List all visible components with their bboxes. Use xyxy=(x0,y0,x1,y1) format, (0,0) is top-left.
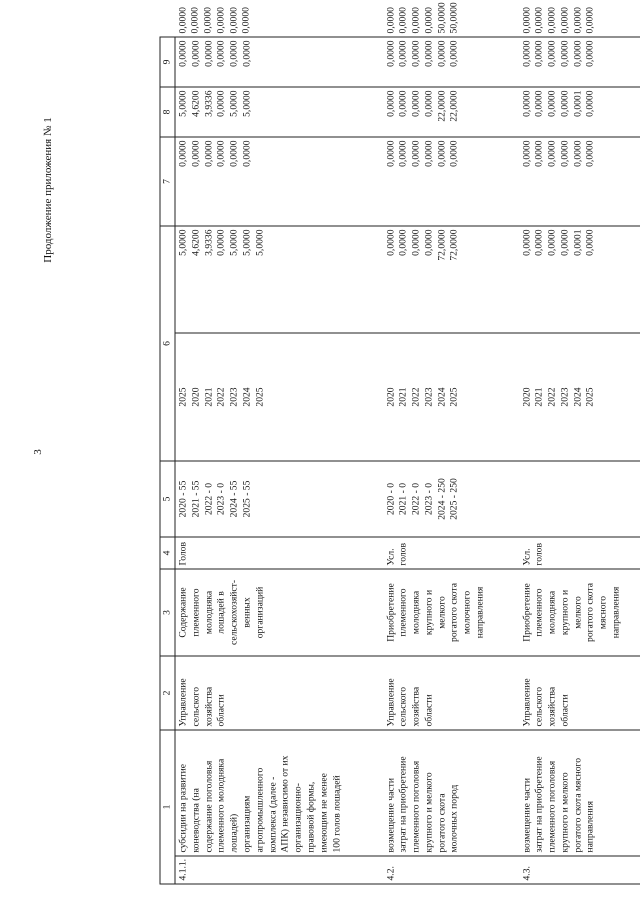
unit-line: Голов xyxy=(177,541,189,566)
funding-col8-line: 22,0000 xyxy=(448,90,460,122)
funding-col8-line: 5,0000 xyxy=(177,90,189,117)
funding-col8-line: 0,0000 xyxy=(559,90,571,117)
header-cell: 8 xyxy=(160,87,175,137)
funding-col9-line: 0,0000 xyxy=(385,40,396,67)
funding-total-line: 72,0000 xyxy=(448,229,460,261)
table-row: 4.2. возмещение части затрат на приобретение племенного поголовья крупного и мелкого рогатого скота молочных пород Управление сельского хозяйства области Приобретение племенного молодняка крупного и мелкого рогатого скота молочного направления Усл. голов 2020 - 0 2021 - 0 2022 - 0 2023 - 0 2024 - 250 2025 - 250 2020 2021 2022 2023 2024 2025 0,0000 0,0000 0,0000 0,0000 72,0000 72,0000 0,0000 0,0000 0,0000 0,0000 0,0000 0,0000 0,0000 0,0000 0,0000 0,0000 22,0000 22,0000 0,0000 0,0000 0,0000 0,0000 0,0000 0,0000 0,0000 0,0000 0,0000 0,0000 50,0000 50,0000 xyxy=(383,37,519,884)
executor xyxy=(175,656,383,730)
indicator-line: направления xyxy=(610,586,622,639)
funding-col8-line: 22,0000 xyxy=(436,90,448,122)
funding-col8 xyxy=(175,87,383,137)
funding-total-line: 0,0000 xyxy=(559,229,571,256)
funding-total-line: 0,0001 xyxy=(572,229,584,256)
funding-col7-line: 0,0000 xyxy=(533,140,545,167)
activity-name-line: молочных пород xyxy=(448,784,460,853)
unit xyxy=(175,537,383,569)
activity-name-line: агропромышленного xyxy=(254,767,266,853)
indicator-line: мелкого xyxy=(436,596,448,629)
funding-total-line: 3,9336 xyxy=(203,229,215,256)
years-line: 2025 xyxy=(254,387,266,407)
header-cell: 6 xyxy=(160,226,175,461)
indicator-line: молодняка xyxy=(410,590,422,635)
indicator-line: Приобретение xyxy=(521,583,532,642)
activity-name-line: лошадей) xyxy=(228,813,240,853)
activity-name-line: затрат на приобретение xyxy=(397,756,409,853)
indicator-line: Содержание xyxy=(177,587,189,638)
funding-col7-line: 0,0000 xyxy=(215,140,227,167)
executor-line: хозяйства xyxy=(203,686,215,727)
indicator-line: племенного xyxy=(533,588,545,637)
target-values-line: 2025 - 250 xyxy=(448,478,460,520)
funding-col9 xyxy=(383,37,519,87)
activity-name-line: племенного поголовья xyxy=(546,760,558,853)
funding-col7 xyxy=(175,137,383,226)
activity-name-line: комплекса (далее - xyxy=(267,776,279,853)
header-cell: 1 xyxy=(160,730,175,884)
years xyxy=(519,333,640,461)
funding-col9-line: 0,0000 xyxy=(215,40,227,67)
funding-col8-line: 0,0000 xyxy=(385,90,396,117)
running-head: Продолжение приложения № 1 xyxy=(42,117,54,263)
funding-col9-line: 0,0000 xyxy=(448,40,460,67)
indicator-line: крупного и xyxy=(559,589,571,636)
funding-col9-line: 0,0000 xyxy=(410,40,422,67)
funding-col8-line: 5,0000 xyxy=(241,90,253,117)
unit-line: голов xyxy=(397,543,409,566)
funding-total-line: 0,0000 xyxy=(546,229,558,256)
executor-line: сельского xyxy=(397,686,409,727)
years-line: 2023 xyxy=(559,387,571,407)
indicator-line: племенного xyxy=(190,588,202,637)
header-row xyxy=(160,37,175,884)
executor-line: сельского xyxy=(190,686,202,727)
activity-name-line: крупного и мелкого xyxy=(423,772,435,853)
funding-col7-line: 0,0000 xyxy=(410,140,422,167)
funding-col7 xyxy=(383,137,519,226)
funding-col9-line: 0,0000 xyxy=(546,40,558,67)
activity-name-line: рогатого скота xyxy=(436,793,448,853)
funding-col7-line: 0,0000 xyxy=(448,140,460,167)
activity-name-line: направления xyxy=(584,800,596,853)
unit-line: Усл. xyxy=(521,548,532,566)
funding-col8-line: 4,6200 xyxy=(190,90,202,117)
funding-col8-line: 0,0000 xyxy=(397,90,409,117)
funding-total-line: 5,0000 xyxy=(254,229,266,256)
target-values xyxy=(175,461,383,537)
target-values-line: 2023 - 0 xyxy=(423,483,435,515)
executor-line: области xyxy=(559,694,571,727)
target-values-line: 2021 - 55 xyxy=(190,480,202,518)
years-line: 2022 xyxy=(215,387,227,407)
indicator-line: организаций xyxy=(254,586,266,639)
row-number: 4.3. xyxy=(519,856,640,884)
years-line: 2025 xyxy=(448,387,460,407)
activity-name-line: племенного поголовья xyxy=(410,760,422,853)
years-line: 2021 xyxy=(203,387,215,407)
funding-total xyxy=(383,226,519,333)
years-line: 2024 xyxy=(572,387,584,407)
funding-col7 xyxy=(519,137,640,226)
header-cell: 3 xyxy=(160,569,175,656)
years-line: 2021 xyxy=(533,387,545,407)
funding-col7-line: 0,0000 xyxy=(177,140,189,167)
target-values-line: 2024 - 250 xyxy=(436,478,448,520)
activity-name xyxy=(519,730,640,856)
target-values-line: 2020 - 0 xyxy=(385,483,396,515)
funding-col8-line: 0,0000 xyxy=(533,90,545,117)
years-line: 2020 xyxy=(385,387,396,407)
activity-name-line: затрат на приобретение xyxy=(533,756,545,853)
funding-col9-line: 0,0000 xyxy=(584,40,596,67)
indicator-line: лошадей в xyxy=(215,591,227,634)
indicator-line: направления xyxy=(474,586,486,639)
target-values-line: 2025 - 55 xyxy=(241,480,253,518)
funding-col7-line: 0,0000 xyxy=(521,140,532,167)
funding-col7-line: 0,0000 xyxy=(436,140,448,167)
executor-line: области xyxy=(423,694,435,727)
executor-line: Управление xyxy=(177,678,189,727)
funding-col7-line: 0,0000 xyxy=(559,140,571,167)
target-values xyxy=(383,461,519,537)
executor xyxy=(383,656,519,730)
table-row: 4.3. возмещение части затрат на приобретение племенного поголовья крупного и мелкого рогатого скота мясного направления Управление сельского хозяйства области Приобретение племенного молодняка крупного и мелкого рогатого скота мясного направления Усл. голов 2020 2021 2022 2023 2024 2025 0,0000 0,0000 0,0000 0,0000 0,0001 0,0000 0,0000 0,0000 0,0000 0,0000 0,0000 0,0000 0,0000 0,0000 0,0000 0,0000 0,0001 0,0000 0,0000 0,0000 0,0000 0,0000 0,0000 0,0000 0,0000 0,0000 0,0000 0,0000 0,0000 0,0000 xyxy=(519,37,640,884)
funding-col9 xyxy=(519,37,640,87)
indicator-line: молодняка xyxy=(203,590,215,635)
indicator xyxy=(383,569,519,656)
header-cell: 9 xyxy=(160,37,175,87)
executor-line: области xyxy=(215,694,227,727)
unit xyxy=(383,537,519,569)
years-line: 2024 xyxy=(436,387,448,407)
funding-col7-line: 0,0000 xyxy=(546,140,558,167)
funding-col9-line: 0,0000 xyxy=(436,40,448,67)
indicator-line: крупного и xyxy=(423,589,435,636)
funding-col7-line: 0,0000 xyxy=(397,140,409,167)
activity-name-line: содержание поголовья xyxy=(203,760,215,853)
unit-line: голов xyxy=(533,543,545,566)
funding-total-line: 0,0000 xyxy=(397,229,409,256)
activity-name-line: правовой формы, xyxy=(305,781,317,853)
funding-col9-line: 0,0000 xyxy=(521,40,532,67)
years-line: 2024 xyxy=(241,387,253,407)
funding-total-line: 5,0000 xyxy=(241,229,253,256)
page-number: 3 xyxy=(32,449,44,455)
funding-col9-line: 0,0000 xyxy=(241,40,253,67)
funding-total-line: 0,0000 xyxy=(521,229,532,256)
funding-col9-line: 0,0000 xyxy=(228,40,240,67)
executor-line: хозяйства xyxy=(410,686,422,727)
funding-col7-line: 0,0000 xyxy=(584,140,596,167)
years-line: 2025 xyxy=(584,387,596,407)
funding-col8 xyxy=(519,87,640,137)
years-line: 2021 xyxy=(397,387,409,407)
funding-total-line: 5,0000 xyxy=(228,229,240,256)
indicator-line: Приобретение xyxy=(385,583,396,642)
activity-name-line: племенного молодняка xyxy=(215,758,227,853)
activity-name-line: имеющим не менее xyxy=(318,773,330,853)
indicator xyxy=(175,569,383,656)
funding-col8-line: 0,0000 xyxy=(410,90,422,117)
unit-line: Усл. xyxy=(385,548,396,566)
funding-col9-line: 0,0000 xyxy=(533,40,545,67)
funding-col8 xyxy=(383,87,519,137)
funding-col9-line: 0,0000 xyxy=(397,40,409,67)
funding-col8-line: 0,0000 xyxy=(546,90,558,117)
funding-total-line: 0,0000 xyxy=(385,229,396,256)
funding-col8-line: 0,0000 xyxy=(215,90,227,117)
funding-col8-line: 3,9336 xyxy=(203,90,215,117)
activity-name-line: возмещение части xyxy=(521,778,532,853)
years-line: 2022 xyxy=(410,387,422,407)
activity-name-line: субсидии на развитие xyxy=(177,763,189,853)
row-number: 4.2. xyxy=(383,856,519,884)
indicator-line: мелкого xyxy=(572,596,584,629)
target-values-line: 2020 - 55 xyxy=(177,480,189,518)
funding-total-line: 0,0000 xyxy=(533,229,545,256)
target-values-line: 2024 - 55 xyxy=(228,480,240,518)
funding-col9-line: 0,0000 xyxy=(203,40,215,67)
header-cell: 2 xyxy=(160,656,175,730)
years-line: 2023 xyxy=(423,387,435,407)
table-row: 4.1.1. субсидии на развитие коневодства (на содержание поголовья племенного молодняка лошадей) организациям агропромышленного комплекса (далее - АПК) независимо от их организационно- правовой формы, имеющим не менее 100 голов лошадей Управление сельского хозяйства области Содержание племенного молодняка лошадей в сельскохозяйст- венных организаций Голов 2020 - 55 2021 - 55 2022 - 0 2023 - 0 2024 - 55 2025 - 55 2025 2020 2021 2022 2023 2024 2025 5,0000 4,6200 3,9336 0,0000 5,0000 5,0000 5,0000 0,0000 0,0000 0,0000 0,0000 0,0000 0,0000 5,0000 4,6200 3,9336 0,0000 5,0000 5,0000 0,0000 0,0000 0,0000 0,0000 0,0000 0,0000 0,0000 0,0000 0,0000 0,0000 0,0000 0,0000 xyxy=(175,37,383,884)
activity-name xyxy=(175,730,383,856)
funding-col8-line: 0,0000 xyxy=(423,90,435,117)
years-line: 2022 xyxy=(546,387,558,407)
indicator-line: молодняка xyxy=(546,590,558,635)
funding-col8-line: 0,0001 xyxy=(572,90,584,117)
funding-total-line: 0,0000 xyxy=(423,229,435,256)
funding-total-line: 72,0000 xyxy=(436,229,448,261)
target-values-line: 2021 - 0 xyxy=(397,483,409,515)
funding-col9-line: 0,0000 xyxy=(559,40,571,67)
activity-name-line: коневодства (на xyxy=(190,788,202,853)
funding-total-line: 4,6200 xyxy=(190,229,202,256)
funding-total-line: 0,0000 xyxy=(410,229,422,256)
budget-table xyxy=(160,2,640,884)
activity-name-line: рогатого скота мясного xyxy=(572,757,584,853)
activity-name-line: крупного и мелкого xyxy=(559,772,571,853)
target-values-line: 2022 - 0 xyxy=(410,483,422,515)
years-line: 2025 xyxy=(177,387,189,407)
unit xyxy=(519,537,640,569)
funding-total-line: 0,0000 xyxy=(584,229,596,256)
years-line: 2020 xyxy=(190,387,202,407)
target-values-line: 2022 - 0 xyxy=(203,483,215,515)
funding-total-line: 5,0000 xyxy=(177,229,189,256)
funding-col8-line: 5,0000 xyxy=(228,90,240,117)
funding-col7-line: 0,0000 xyxy=(228,140,240,167)
header-cell: 5 xyxy=(160,461,175,537)
funding-col9-line: 0,0000 xyxy=(190,40,202,67)
funding-total xyxy=(519,226,640,333)
years xyxy=(175,333,383,461)
indicator-line: рогатого скота xyxy=(584,583,596,642)
target-values xyxy=(519,461,640,537)
indicator-line: племенного xyxy=(397,588,409,637)
executor-line: Управление xyxy=(385,678,396,727)
header-cell: 4 xyxy=(160,537,175,569)
activity-name-line: 100 голов лошадей xyxy=(331,775,343,853)
activity-name-line: организациям xyxy=(241,795,253,853)
indicator-line: молочного xyxy=(461,590,473,635)
funding-col7-line: 0,0000 xyxy=(203,140,215,167)
funding-col9-line: 0,0000 xyxy=(423,40,435,67)
funding-col8-line: 0,0000 xyxy=(521,90,532,117)
indicator-line: мясного xyxy=(597,595,609,630)
years-line: 2020 xyxy=(521,387,532,407)
funding-col7-line: 0,0000 xyxy=(385,140,396,167)
executor-line: сельского xyxy=(533,686,545,727)
executor-line: Управление xyxy=(521,678,532,727)
funding-col7-line: 0,0000 xyxy=(241,140,253,167)
activity-name-line: организационно- xyxy=(292,783,304,853)
funding-col9-line: 0,0000 xyxy=(572,40,584,67)
target-values-line: 2023 - 0 xyxy=(215,483,227,515)
rotated-table-wrapper xyxy=(160,2,640,885)
years xyxy=(383,333,519,461)
row-number: 4.1.1. xyxy=(175,856,383,884)
indicator-line: венных xyxy=(241,597,253,628)
funding-total xyxy=(175,226,383,333)
activity-name xyxy=(383,730,519,856)
funding-col7-line: 0,0000 xyxy=(572,140,584,167)
funding-col9-line: 0,0000 xyxy=(177,40,189,67)
funding-col8-line: 0,0000 xyxy=(584,90,596,117)
funding-col7-line: 0,0000 xyxy=(190,140,202,167)
funding-col7-line: 0,0000 xyxy=(423,140,435,167)
funding-total-line: 0,0000 xyxy=(215,229,227,256)
years-line: 2023 xyxy=(228,387,240,407)
indicator-line: сельскохозяйст- xyxy=(228,579,240,645)
funding-col9 xyxy=(175,37,383,87)
indicator xyxy=(519,569,640,656)
header-cell: 7 xyxy=(160,137,175,226)
indicator-line: рогатого скота xyxy=(448,583,460,642)
executor-line: хозяйства xyxy=(546,686,558,727)
executor xyxy=(519,656,640,730)
activity-name-line: возмещение части xyxy=(385,778,396,853)
activity-name-line: АПК) независимо от их xyxy=(279,755,291,853)
